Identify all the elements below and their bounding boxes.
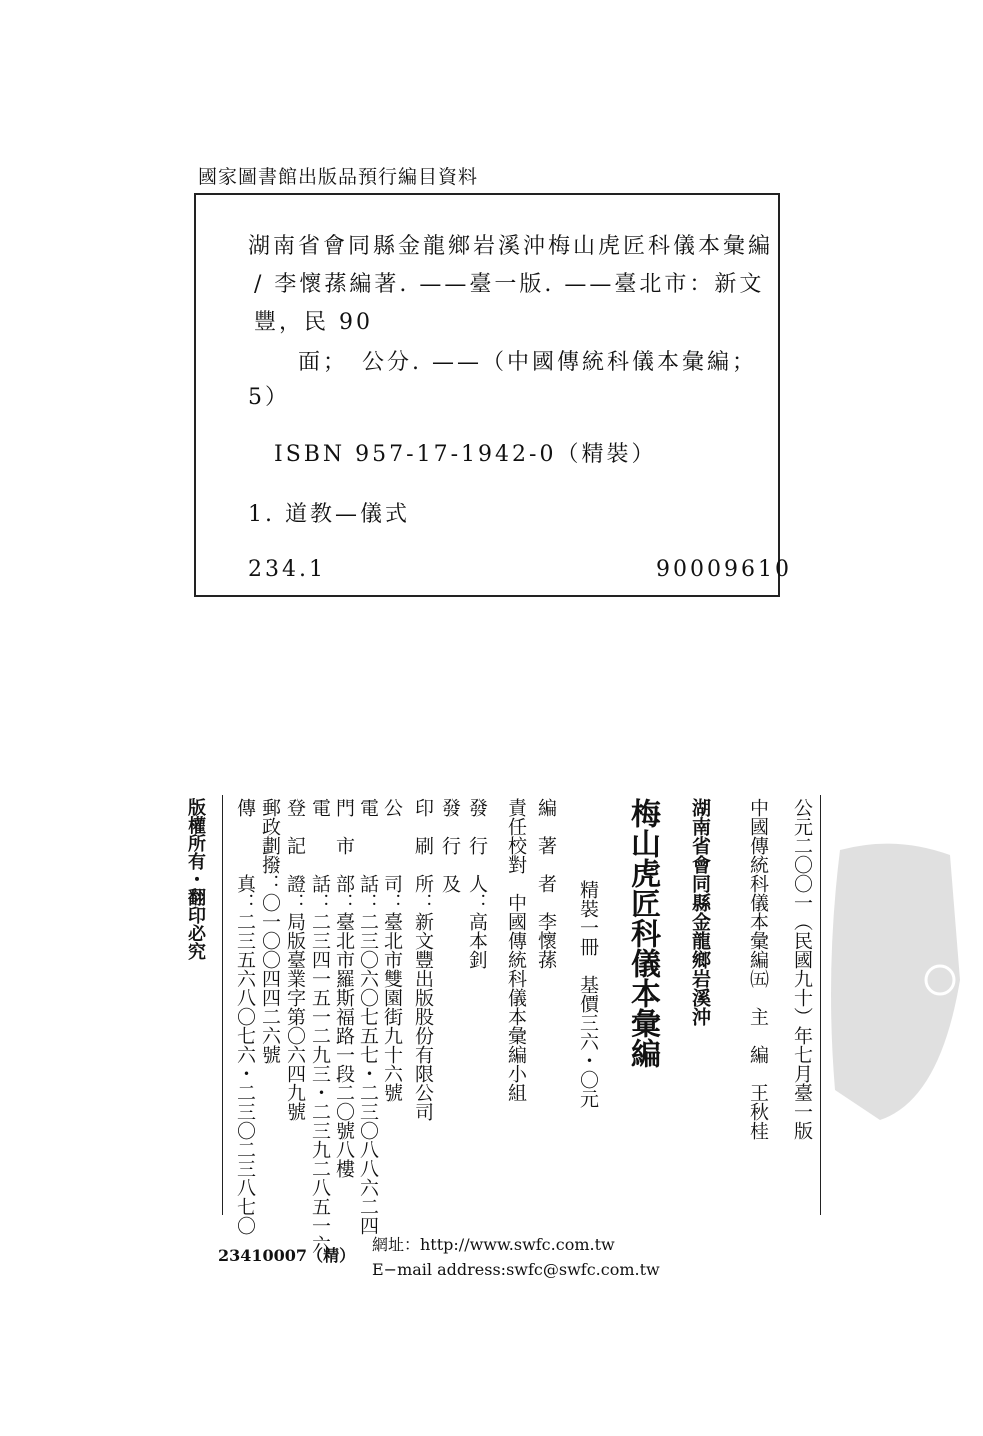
- colophon-postal-transfer: 郵政劃撥：〇一〇〇四四二六號: [259, 798, 281, 1064]
- library-stamp-watermark: [820, 830, 970, 1130]
- footer-product-code: 23410007（精）: [218, 1246, 356, 1265]
- colophon-rule-right: [820, 795, 821, 1215]
- colophon-author: 編 著 者 李懷蓀: [535, 798, 557, 969]
- cip-subject: 1. 道教—儀式: [248, 502, 410, 527]
- cip-record-box: [194, 193, 792, 597]
- cip-class-number: 234.1: [248, 557, 326, 582]
- cip-series-number: 5）: [248, 385, 290, 410]
- colophon-rule-left: [222, 795, 223, 1215]
- colophon-registration: 登 記 證：局版臺業字第〇六四九號: [284, 798, 306, 1121]
- colophon-price: 精裝一冊 基價三六・〇元: [577, 880, 599, 1108]
- colophon-company-phone: 電 話：二三〇六〇七五七・二三〇八八六二四: [357, 798, 379, 1235]
- colophon-series-editor: 中國傳統科儀本彙編㈤ 主 編 王秋桂: [747, 798, 769, 1140]
- cip-author-line: / 李懷蓀編著. ——臺一版. ——臺北市：新文: [254, 272, 765, 297]
- colophon-publisher: 發 行 人：高本釗: [466, 798, 488, 969]
- colophon-title-main: 梅山虎匠科儀本彙編: [625, 798, 660, 1068]
- cip-series-line: 面； 公分. ——（中國傳統科儀本彙編；: [298, 350, 757, 375]
- colophon-title-upper: 湖南省會同縣金龍鄉岩溪沖: [689, 798, 711, 1026]
- colophon-fax: 傳 真：二三五六八〇七六・二三〇二三八七〇: [234, 798, 256, 1235]
- cip-heading: 國家圖書館出版品預行編目資料: [198, 166, 479, 188]
- colophon-copyright-notice: 版權所有・翻印必究: [185, 798, 206, 960]
- colophon-edition-date: 公元二〇〇一（民國九十）年七月臺一版: [791, 798, 813, 1140]
- colophon-distributor-label: 發 行 及: [439, 798, 461, 893]
- cip-title-line: 湖南省會同縣金龍鄉岩溪沖梅山虎匠科儀本彙編: [248, 234, 774, 259]
- colophon-proofreader: 責任校對 中國傳統科儀本彙編小組: [505, 798, 527, 1102]
- cip-record-number: 90009610: [656, 557, 792, 582]
- colophon-printer: 印 刷 所：新文豐出版股份有限公司: [412, 798, 434, 1121]
- colophon-store-address: 門 市 部：臺北市羅斯福路一段二〇號八樓: [333, 798, 355, 1178]
- cip-publisher-line: 豐，民 90: [254, 310, 373, 335]
- cip-isbn: ISBN 957-17-1942-0（精裝）: [274, 442, 657, 467]
- colophon-store-phone: 電 話：二三四一五一二九三・二三九二八五一六: [309, 798, 331, 1254]
- colophon-company-address: 公 司：臺北市雙園街九十六號: [381, 798, 403, 1102]
- footer-website: 網址：http://www.swfc.com.tw: [372, 1235, 615, 1254]
- footer-email: E−mail address:swfc@swfc.com.tw: [372, 1260, 660, 1279]
